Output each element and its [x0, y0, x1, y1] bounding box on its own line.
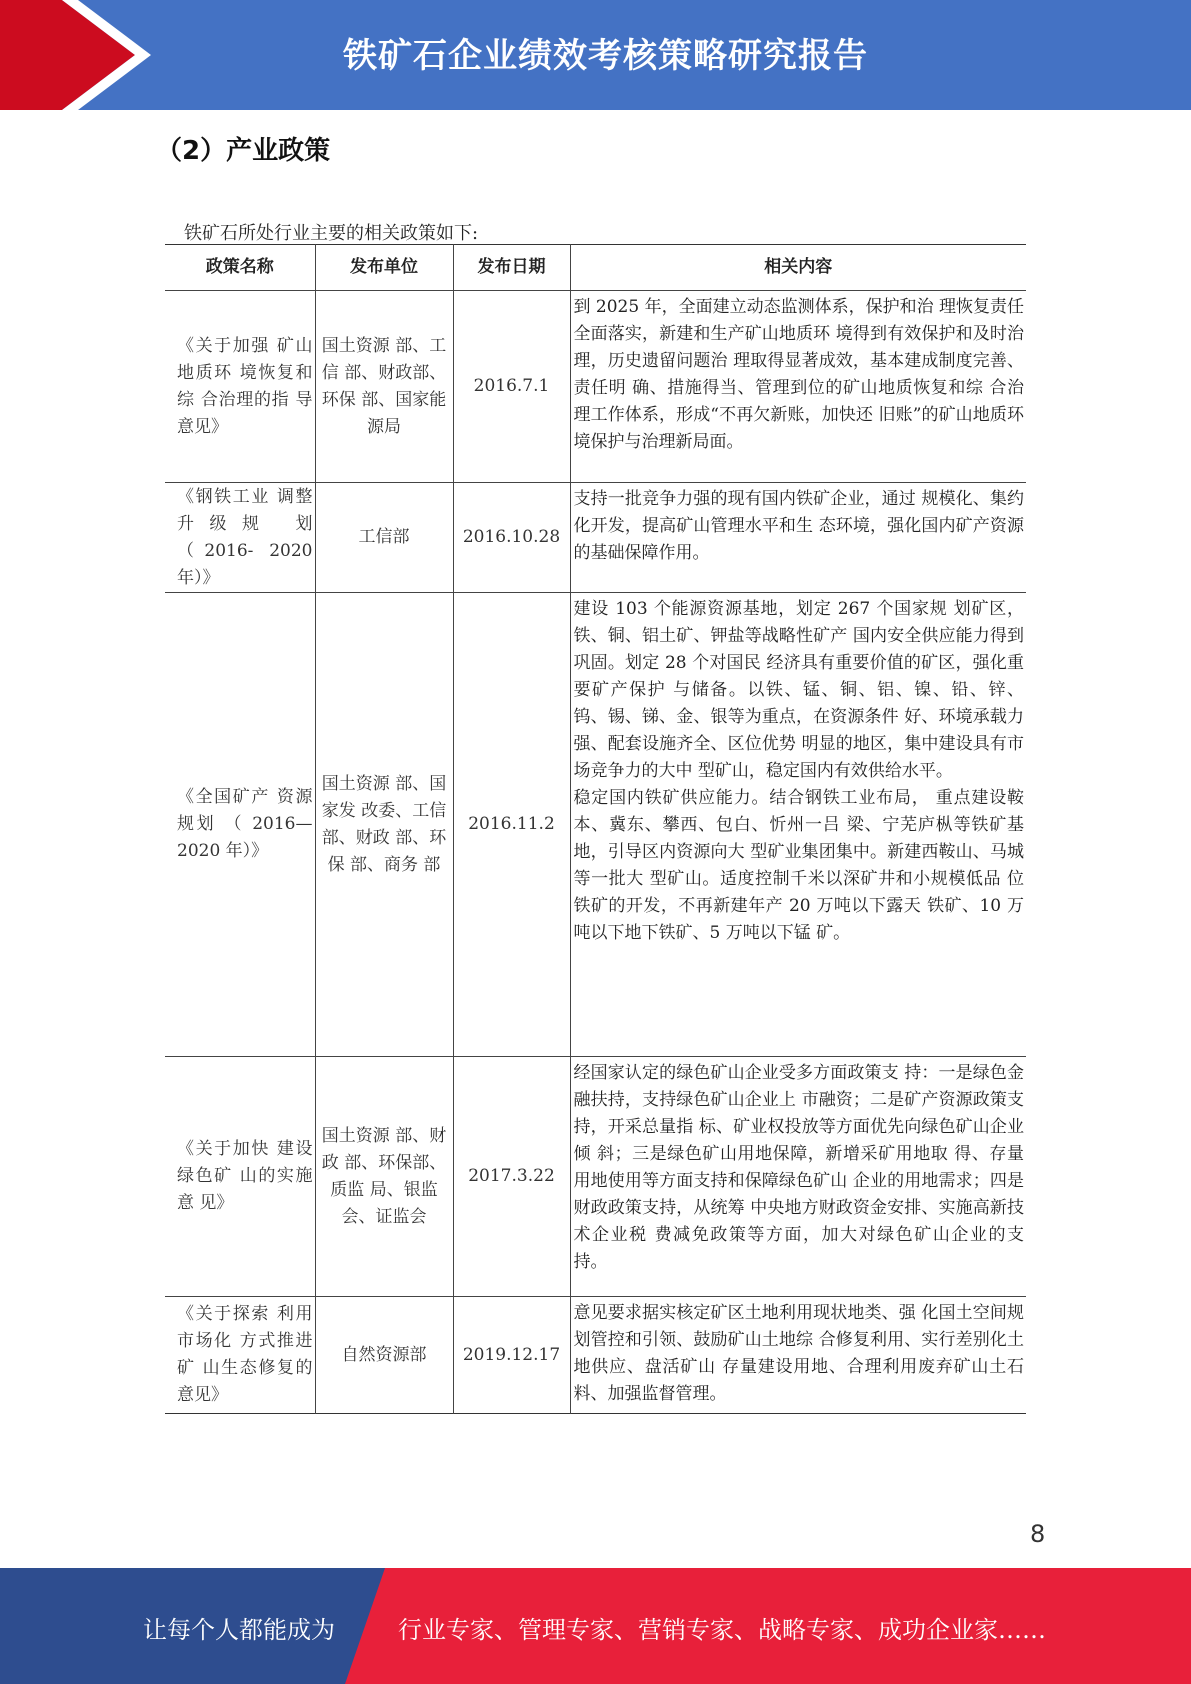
policy-name: 《关于探索 利用市场化 方式推进矿 山生态修复的意见》 [165, 1297, 315, 1414]
policy-date: 2016.11.2 [453, 593, 570, 1057]
policy-issuer: 国土资源 部、财政 部、环保部、质监 局、银监 会、证监会 [315, 1057, 453, 1297]
footer-slogan-right: 行业专家、管理专家、营销专家、战略专家、成功企业家…… [398, 1616, 1046, 1644]
page-number: 8 [1030, 1520, 1046, 1548]
table-row [165, 291, 1026, 483]
policy-content: 支持一批竞争力强的现有国内铁矿企业，通过 规模化、集约化开发，提高矿山管理水平和生 态环境，强化国内矿产资源的基础保障作用。 [570, 483, 1026, 593]
table-row [165, 593, 1026, 1057]
header-content: 相关内容 [570, 245, 1026, 291]
policy-table [165, 244, 1026, 1414]
policy-name: 《钢铁工业 调整升级规 划（2016- 2020年）》 [165, 483, 315, 593]
policy-content: 意见要求据实核定矿区土地利用现状地类、强 化国土空间规划管控和引领、鼓励矿山土地综 合修复利用、实行差别化土地供应、盘活矿山 存量建设用地、合理利用废弃矿山土石料、加强监督管理。 [570, 1297, 1026, 1414]
policy-date: 2016.10.28 [453, 483, 570, 593]
policy-content-paragraph-2: 稳定国内铁矿供应能力。结合钢铁工业布局， 重点建设鞍本、冀东、攀西、包白、忻州一吕 梁、宁芜庐枞等铁矿基地，引导区内资源向大 型矿业集团集中。新建西鞍山、马城等一批大 型矿山。适度控制千米以深矿井和小规模低品 位铁矿的开发，不再新建年产 20 万吨以下露天 铁矿、10 万吨以下地下铁矿、5 万吨以下锰 矿。 [573, 788, 1024, 943]
footer-banner [0, 1568, 1191, 1684]
policy-date: 2019.12.17 [453, 1297, 570, 1414]
table-row [165, 483, 1026, 593]
footer-slogan-left: 让每个人都能成为 [143, 1616, 335, 1644]
header-date: 发布日期 [453, 245, 570, 291]
header-issuer: 发布单位 [315, 245, 453, 291]
policy-issuer: 工信部 [315, 483, 453, 593]
policy-name: 《关于加强 矿山地质环 境恢复和综 合治理的指 导意见》 [165, 291, 315, 483]
policy-name: 《关于加快 建设绿色矿 山的实施意 见》 [165, 1057, 315, 1297]
table-header-row [165, 245, 1026, 291]
table-row [165, 1297, 1026, 1414]
table-row [165, 1057, 1026, 1297]
policy-content [570, 593, 1026, 1057]
policy-issuer: 国土资源 部、工信 部、财政部、环保 部、国家能 源局 [315, 291, 453, 483]
policy-issuer: 国土资源 部、国家发 改委、工信 部、财政 部、环保 部、商务 部 [315, 593, 453, 1057]
policy-name: 《全国矿产 资源规划 （ 2016— 2020 年）》 [165, 593, 315, 1057]
intro-text: 铁矿石所处行业主要的相关政策如下: [184, 223, 479, 244]
policy-content: 到 2025 年，全面建立动态监测体系，保护和治 理恢复责任全面落实，新建和生产矿山地质环 境得到有效保护和及时治理，历史遗留问题治 理取得显著成效，基本建成制度完善、责任明 确、措施得当、管理到位的矿山地质恢复和综 合治理工作体系，形成“不再欠新账，加快还 旧账”的矿山地质环境保护与治理新局面。 [570, 291, 1026, 483]
header-policy-name: 政策名称 [165, 245, 315, 291]
section-title: （2）产业政策 [156, 136, 331, 166]
header-banner [0, 0, 1191, 110]
policy-issuer: 自然资源部 [315, 1297, 453, 1414]
policy-date: 2017.3.22 [453, 1057, 570, 1297]
policy-content-paragraph-1: 建设 103 个能源资源基地，划定 267 个国家规 划矿区，铁、铜、铝土矿、钾盐等战略性矿产 国内安全供应能力得到巩固。划定 28 个对国民 经济具有重要价值的矿区，强化重要矿产保护 与储备。以铁、锰、铜、铝、镍、铅、锌、 钨、锡、锑、金、银等为重点，在资源条件 好、环境承载力强、配套设施齐全、区位优势 明显的地区，集中建设具有市场竞争力的大中 型矿山，稳定国内有效供给水平。 [573, 599, 1024, 781]
policy-content: 经国家认定的绿色矿山企业受多方面政策支 持：一是绿色金融扶持，支持绿色矿山企业上 市融资；二是矿产资源政策支持，开采总量指 标、矿业权投放等方面优先向绿色矿山企业倾 斜；三是绿色矿山用地保障，新增采矿用地取 得、存量用地使用等方面支持和保障绿色矿山 企业的用地需求；四是财政政策支持，从统筹 中央地方财政资金安排、实施高新技术企业税 费减免政策等方面，加大对绿色矿山企业的支 持。 [570, 1057, 1026, 1297]
policy-date: 2016.7.1 [453, 291, 570, 483]
report-title: 铁矿石企业绩效考核策略研究报告 [343, 36, 868, 76]
